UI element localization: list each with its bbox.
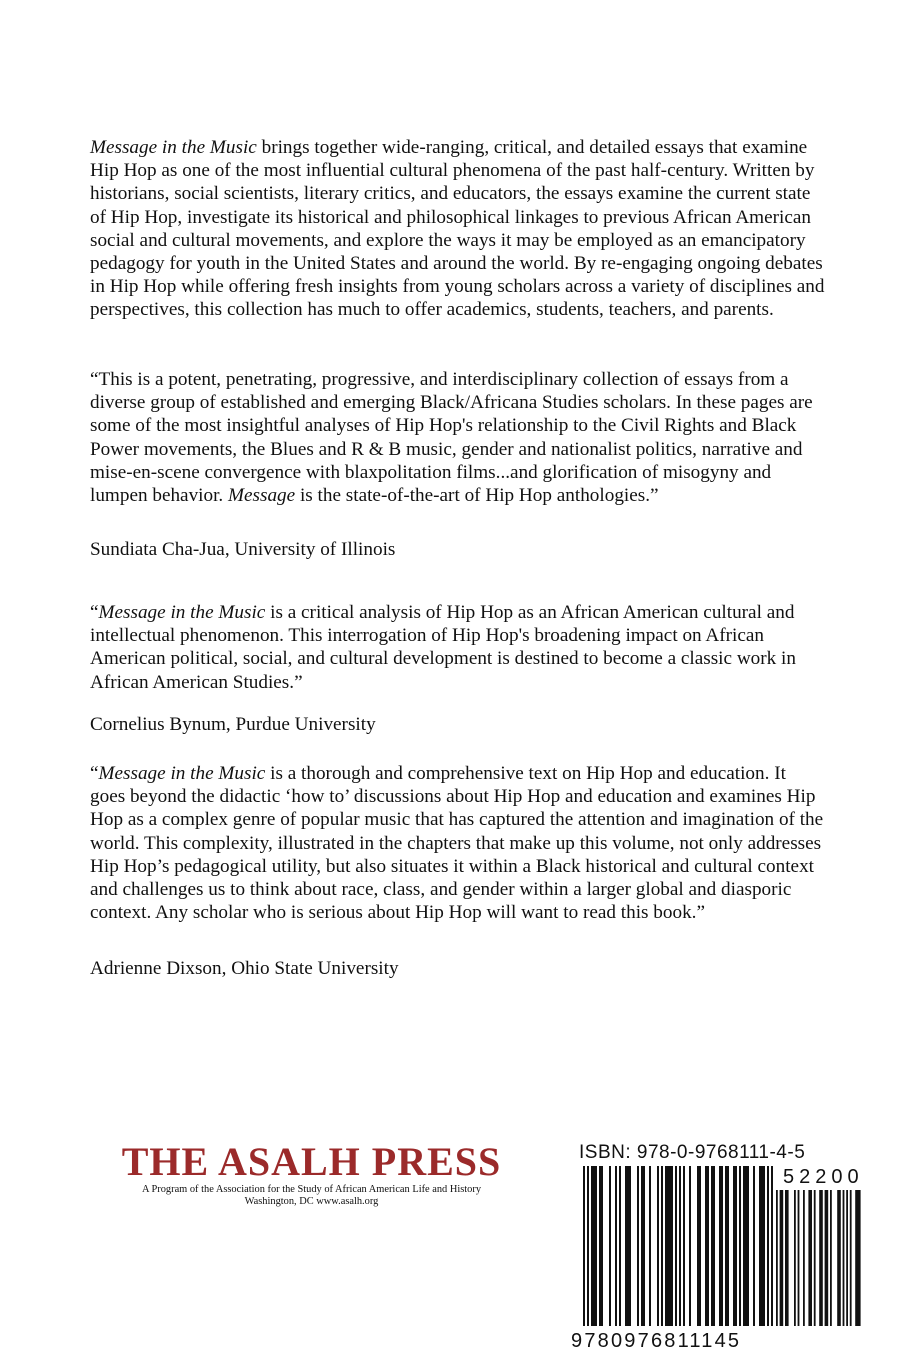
barcode-addon-bar [846, 1190, 848, 1326]
barcode-bar [739, 1166, 741, 1326]
attribution-text: Sundiata Cha-Jua, University of Illinois [90, 539, 396, 560]
attribution-text: Adrienne Dixson, Ohio State University [90, 958, 399, 979]
publisher-tagline: A Program of the Association for the Study of African American Life and History [141, 1184, 482, 1195]
barcode-bar [743, 1166, 749, 1326]
barcode-bar [675, 1166, 677, 1326]
barcode-bar [641, 1166, 645, 1326]
barcode-bar [767, 1166, 769, 1326]
barcode-bar [711, 1166, 715, 1326]
barcode-bar [689, 1166, 691, 1326]
barcode-addon-bar [785, 1190, 789, 1326]
barcode-bar [661, 1166, 663, 1326]
blurb-quote [90, 601, 825, 694]
isbn-label: ISBN: 978-0-9768111-4-5 [579, 1142, 806, 1163]
barcode-addon-bar [803, 1190, 805, 1326]
barcode-bar [759, 1166, 765, 1326]
attribution-text: Cornelius Bynum, Purdue University [90, 714, 376, 735]
blurb-attribution [90, 538, 825, 561]
barcode-addon-bar [843, 1190, 845, 1326]
barcode-bar [657, 1166, 659, 1326]
barcode-bar [679, 1166, 681, 1326]
barcode-bar [649, 1166, 651, 1326]
barcode-addon-bar [808, 1190, 812, 1326]
barcode-addon-bar [780, 1190, 784, 1326]
barcode-bar [625, 1166, 631, 1326]
blurb-text: “This is a potent, penetrating, progressive, and interdisciplinary collection of essays from a diverse group of established and emerging Black/Africana Studies scholars. In these pages are some of the most insightful analyses of Hip Hop's relationship to the Civil Rights and Black Power movements, the Blues and R & B music, gender and nationalist politics, narrative and mise-en-scene convergence with blaxpolitation films...and glorification of misogyny and lumpen behavior. [90, 369, 813, 507]
blurb-italic: Message in the Music [98, 763, 266, 784]
barcode-addon-bar [830, 1190, 832, 1326]
barcode-bar [665, 1166, 673, 1326]
blurb-text: “ [90, 763, 99, 784]
barcode-bar [771, 1166, 773, 1326]
blurb-text: is a critical analysis of Hip Hop as an African American cultural and intellectual phenomenon. This interrogation of Hip Hop's broadening impact on African American political, social, and cultural development is destined to become a classic work in African American Studies.” [90, 602, 796, 693]
description-text: brings together wide-ranging, critical, and detailed essays that examine Hip Hop as one of the most influential cultural phenomena of the past half-century. Written by historians, social scientists, literary critics, and educators, the essays examine the current state of Hip Hop, investigate its historical and philosophical linkages to previous African American social and cultural movements, and explore the ways it may be employed as an emancipatory pedagogy for youth in the United States and around the world. By re-engaging ongoing debates in Hip Hop while offering fresh insights from young scholars across a variety of disciplines and perspectives, this collection has much to offer academics, students, teachers, and parents. [90, 137, 825, 321]
barcode-bar [753, 1166, 755, 1326]
barcode-bar [733, 1166, 737, 1326]
barcode-bar [591, 1166, 597, 1326]
barcode-addon-bar [776, 1190, 778, 1326]
blurb-text: “ [90, 602, 99, 623]
blurb-attribution [90, 957, 825, 980]
barcode-bar [615, 1166, 617, 1326]
barcode-bar [587, 1166, 589, 1326]
barcode-bar [599, 1166, 603, 1326]
barcode-addon-bar [814, 1190, 816, 1326]
barcode-bar [683, 1166, 685, 1326]
blurb-italic: Message in the Music [98, 602, 266, 623]
barcode-bar [725, 1166, 729, 1326]
barcode-addon-bar [794, 1190, 796, 1326]
blurb-quote [90, 762, 825, 924]
book-title-italic: Message in the Music [90, 137, 257, 158]
blurb-italic: Message [228, 485, 296, 507]
blurb-quote [90, 368, 825, 507]
publisher-logo [90, 1140, 533, 1209]
blurb-attribution [90, 713, 825, 736]
blurb-text: is the state-of-the-art of Hip Hop anthologies.” [295, 485, 659, 507]
barcode-bar [637, 1166, 639, 1326]
barcode-bar [719, 1166, 723, 1326]
ean-digits: 9780976811145 [571, 1330, 742, 1352]
barcode-addon-bar [819, 1190, 823, 1326]
barcode-bar [705, 1166, 709, 1326]
barcode-bar [697, 1166, 701, 1326]
blurb-text: is a thorough and comprehensive text on Hip Hop and education. It goes beyond the didactic ‘how to’ discussions about Hip Hop and education and examines Hip Hop as a complex genre of popular music that has captured the attention and imagination of the world. This complexity, illustrated in the chapters that make up this volume, not only addresses Hip Hop’s pedagogical utility, but also situates it within a Black historical and cultural context and challenges us to think about race, class, and gender within a larger global and diasporic context. Any scholar who is serious about Hip Hop will want to read this book.” [90, 763, 824, 924]
barcode-addon-bar [798, 1190, 800, 1326]
barcode-bar [619, 1166, 621, 1326]
publisher-location: Washington, DC www.asalh.org [244, 1196, 379, 1208]
barcode-addon-bar [850, 1190, 852, 1326]
publisher-name: THE ASALH PRESS [121, 1139, 502, 1184]
book-description [90, 136, 825, 322]
barcode-addon-bar [837, 1190, 841, 1326]
barcode-addon-bar [855, 1190, 860, 1326]
isbn-barcode [571, 1142, 871, 1354]
barcode-addon-bar [825, 1190, 829, 1326]
price-code: 52200 [783, 1166, 864, 1188]
barcode-bar [583, 1166, 585, 1326]
barcode-bar [609, 1166, 611, 1326]
